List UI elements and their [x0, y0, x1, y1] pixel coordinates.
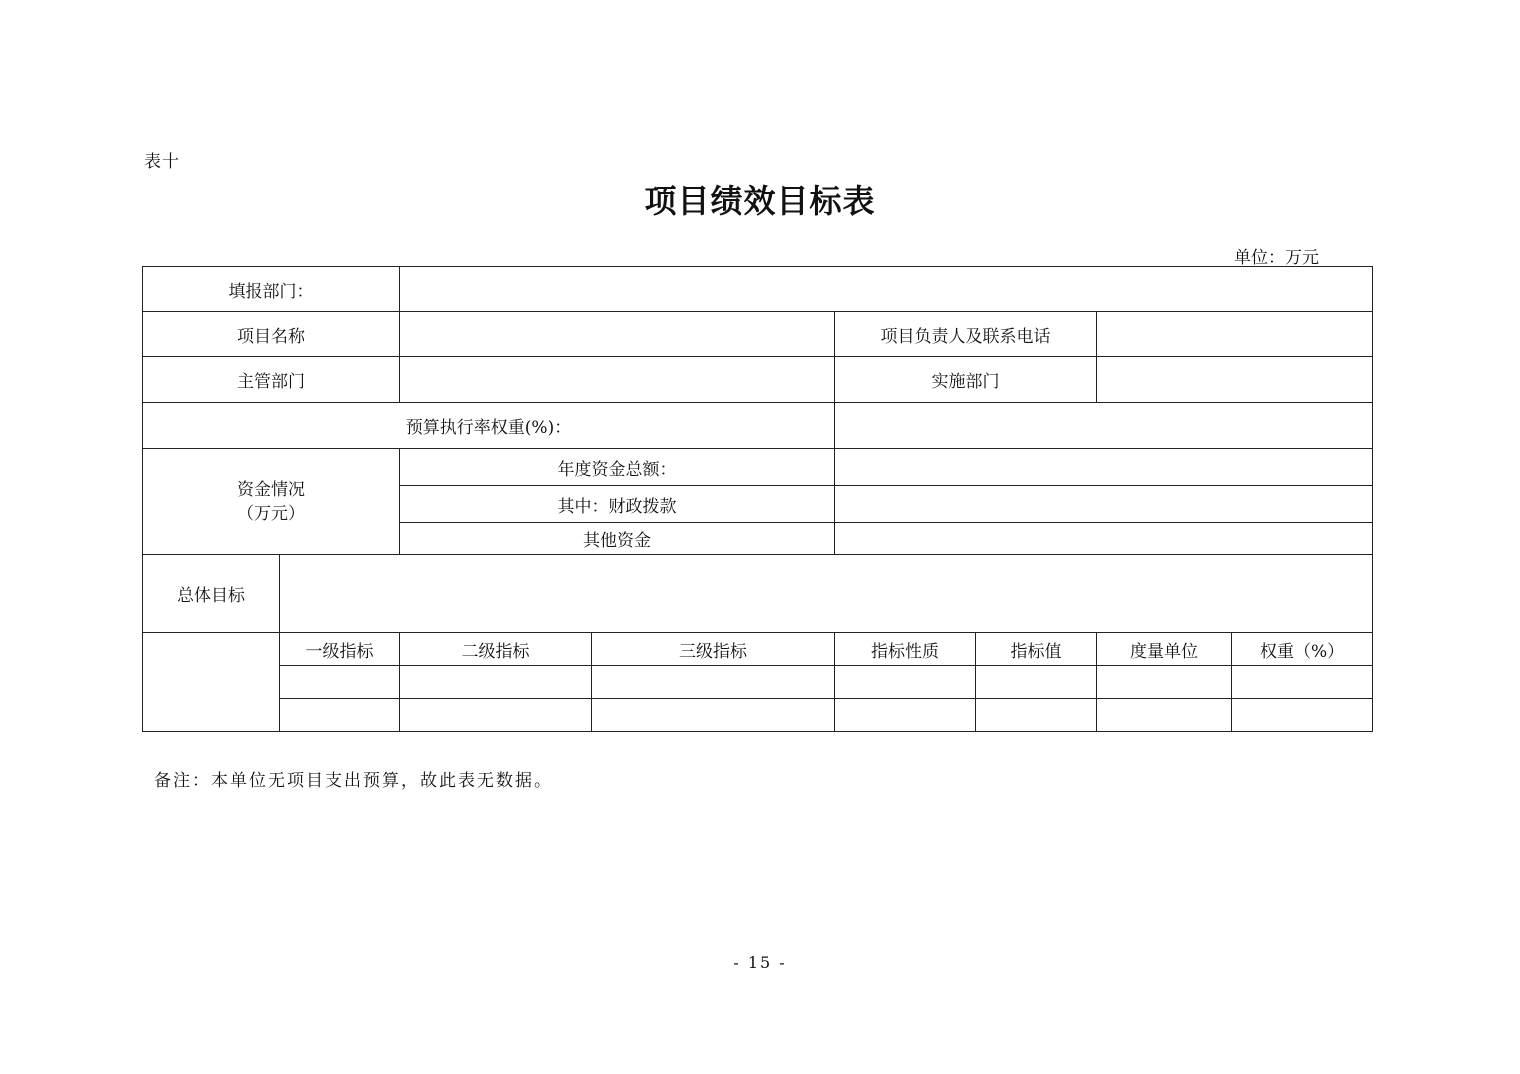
indicator-header-weight: 权重（%）: [1232, 633, 1373, 666]
performance-target-table: [142, 266, 1373, 732]
fiscal-cell[interactable]: [835, 486, 1373, 523]
project-name-label: 项目名称: [143, 312, 400, 357]
indicator-row: [143, 666, 1373, 699]
indicator-cell[interactable]: [592, 666, 835, 699]
annual-total-row: [143, 449, 1373, 486]
funds-label-line1: 资金情况: [237, 479, 305, 500]
project-name-row: [143, 312, 1373, 357]
project-leader-label: 项目负责人及联系电话: [835, 312, 1097, 357]
other-funds-cell[interactable]: [835, 523, 1373, 555]
funds-label: [143, 449, 400, 555]
page-number: - 15 -: [733, 953, 787, 972]
indicator-cell[interactable]: [1097, 666, 1232, 699]
other-funds-label: 其他资金: [400, 523, 835, 555]
reporting-dept-row: [143, 267, 1373, 312]
supervising-dept-cell[interactable]: [400, 357, 835, 403]
reporting-dept-cell[interactable]: [400, 267, 1373, 312]
unit-label: 单位：万元: [1234, 248, 1319, 268]
fiscal-label: 其中：财政拨款: [400, 486, 835, 523]
annual-total-cell[interactable]: [835, 449, 1373, 486]
indicator-cell[interactable]: [1097, 699, 1232, 732]
table-number-label: 表十: [144, 152, 180, 172]
reporting-dept-label: 填报部门：: [143, 267, 400, 312]
indicator-header-value: 指标值: [976, 633, 1097, 666]
overall-goal-row: [143, 555, 1373, 633]
indicator-cell[interactable]: [976, 666, 1097, 699]
footnote: 备注：本单位无项目支出预算，故此表无数据。: [154, 771, 553, 791]
indicator-cell[interactable]: [1232, 699, 1373, 732]
indicator-row: [143, 699, 1373, 732]
indicator-cell[interactable]: [1232, 666, 1373, 699]
project-leader-cell[interactable]: [1097, 312, 1373, 357]
indicator-cell[interactable]: [400, 666, 592, 699]
indicator-cell[interactable]: [400, 699, 592, 732]
indicator-header-row: [143, 633, 1373, 666]
indicator-cell[interactable]: [835, 699, 976, 732]
funds-label-line2: （万元）: [237, 503, 305, 524]
indicator-header-level2: 二级指标: [400, 633, 592, 666]
indicator-side-cell: [143, 633, 280, 732]
indicator-header-nature: 指标性质: [835, 633, 976, 666]
indicator-header-unit: 度量单位: [1097, 633, 1232, 666]
budget-weight-label: 预算执行率权重(%)：: [143, 403, 835, 449]
indicator-cell[interactable]: [592, 699, 835, 732]
budget-weight-row: [143, 403, 1373, 449]
indicator-header-level3: 三级指标: [592, 633, 835, 666]
indicator-cell[interactable]: [976, 699, 1097, 732]
overall-goal-label: 总体目标: [143, 555, 280, 633]
budget-weight-cell[interactable]: [835, 403, 1373, 449]
indicator-cell[interactable]: [835, 666, 976, 699]
project-name-cell[interactable]: [400, 312, 835, 357]
overall-goal-cell[interactable]: [280, 555, 1373, 633]
implementing-dept-cell[interactable]: [1097, 357, 1373, 403]
annual-total-label: 年度资金总额：: [400, 449, 835, 486]
implementing-dept-label: 实施部门: [835, 357, 1097, 403]
supervising-dept-row: [143, 357, 1373, 403]
indicator-cell[interactable]: [280, 699, 400, 732]
indicator-header-level1: 一级指标: [280, 633, 400, 666]
indicator-cell[interactable]: [280, 666, 400, 699]
page-title: 项目绩效目标表: [644, 182, 876, 220]
supervising-dept-label: 主管部门: [143, 357, 400, 403]
